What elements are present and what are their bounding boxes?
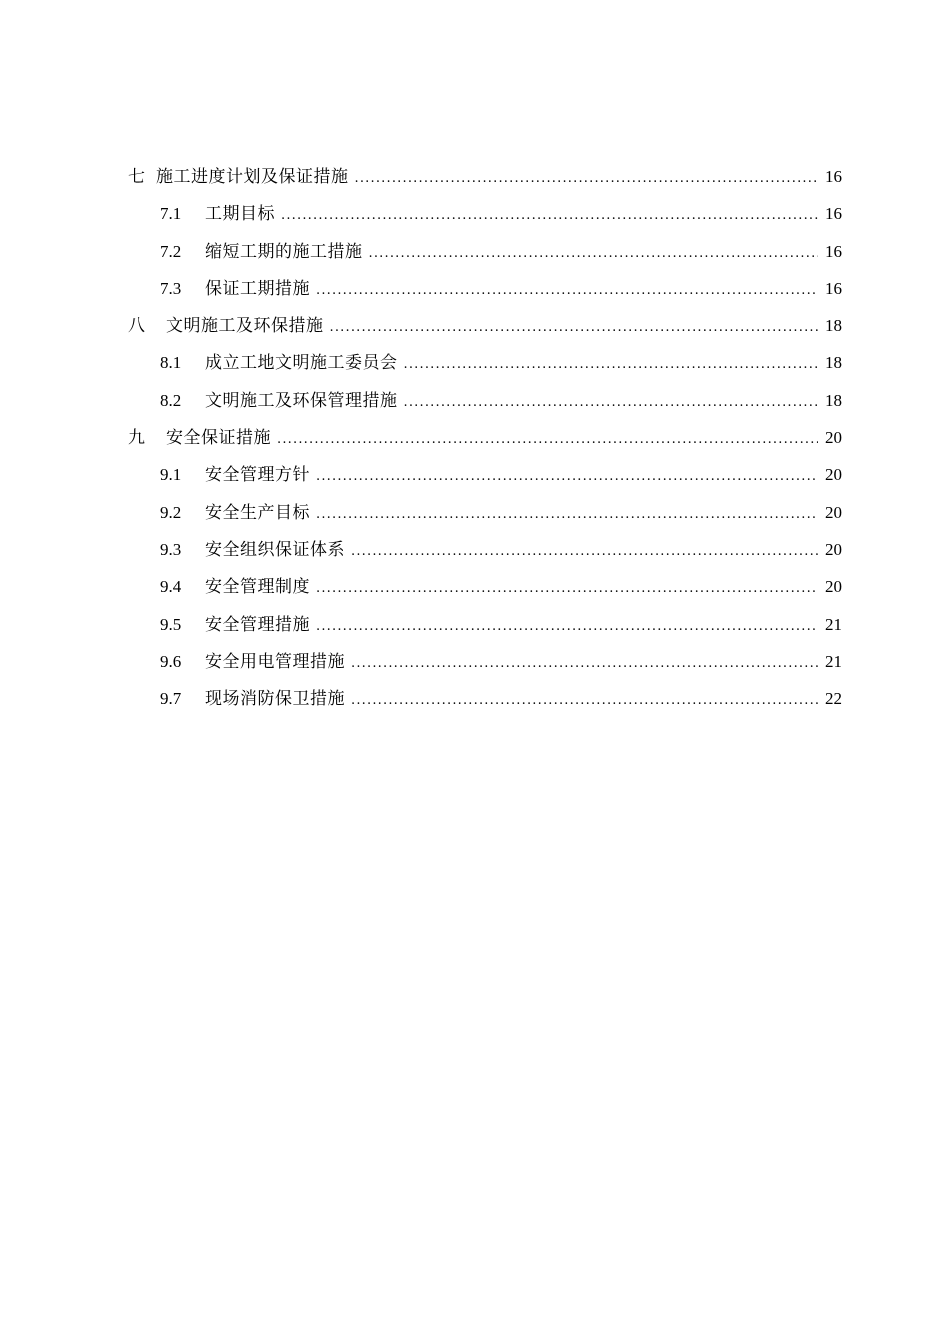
toc-entry-7-1[interactable]: [128, 195, 842, 232]
toc-dot-leader: [351, 645, 818, 682]
toc-entry-page: 18: [825, 390, 842, 410]
toc-entry-page: 20: [825, 428, 842, 448]
toc-entry-9[interactable]: [128, 419, 842, 456]
toc-entry-number: 9.6: [160, 651, 182, 671]
toc-dot-leader: [316, 496, 818, 533]
toc-dot-leader: [281, 197, 818, 234]
toc-entry-title: 施工进度计划及保证措施: [156, 167, 349, 187]
toc-dot-leader: [351, 682, 818, 719]
toc-entry-number: 9.7: [160, 689, 182, 709]
toc-entry-page: 18: [825, 316, 842, 336]
toc-entry-number: 8.1: [160, 353, 182, 373]
toc-dot-leader: [316, 570, 818, 607]
toc-entry-title: 安全保证措施: [166, 428, 271, 449]
toc-entry-title: 安全管理措施: [205, 614, 310, 635]
toc-entry-title: 成立工地文明施工委员会: [205, 353, 398, 374]
toc-entry-page: 16: [825, 278, 842, 298]
toc-entry-9-4[interactable]: [128, 568, 842, 605]
toc-entry-page: 18: [825, 353, 842, 373]
toc-entry-number: 9.2: [160, 502, 182, 522]
toc-entry-number: 九: [128, 428, 145, 448]
toc-entry-7-3[interactable]: [128, 270, 842, 307]
toc-entry-title: 文明施工及环保措施: [166, 316, 324, 337]
toc-entry-number: 9.3: [160, 539, 182, 559]
toc-entry-9-5[interactable]: [128, 606, 842, 643]
toc-dot-leader: [316, 608, 818, 645]
toc-dot-leader: [351, 533, 818, 570]
toc-entry-title: 安全管理制度: [205, 577, 310, 598]
toc-entry-8-2[interactable]: [128, 382, 842, 419]
toc-entry-page: 16: [825, 167, 842, 186]
toc-entry-number: 七: [128, 167, 145, 186]
toc-entry-number: 9.1: [160, 465, 182, 485]
toc-entry-page: 20: [825, 465, 842, 485]
toc-dot-leader: [355, 160, 819, 197]
toc-entry-9-6[interactable]: [128, 643, 842, 680]
toc-entry-title: 文明施工及环保管理措施: [205, 390, 398, 411]
toc-entry-number: 八: [128, 316, 145, 336]
toc-entry-title: 安全组织保证体系: [205, 539, 345, 560]
toc-entry-title: 安全生产目标: [205, 502, 310, 523]
toc-entry-number: 7.3: [160, 278, 182, 298]
toc-entry-title: 安全管理方针: [205, 465, 310, 486]
toc-entry-8-1[interactable]: [128, 344, 842, 381]
toc-entry-number: 9.5: [160, 614, 182, 634]
toc-entry-page: 20: [825, 539, 842, 559]
toc-dot-leader: [404, 384, 819, 421]
toc-entry-title: 工期目标: [205, 204, 275, 225]
toc-dot-leader: [277, 421, 818, 458]
toc-entry-9-3[interactable]: [128, 531, 842, 568]
toc-entry-title: 安全用电管理措施: [205, 651, 345, 672]
toc-entry-7-2[interactable]: [128, 233, 842, 270]
toc-entry-page: 16: [825, 204, 842, 224]
toc-entry-8[interactable]: [128, 307, 842, 344]
toc-entry-number: 9.4: [160, 577, 182, 597]
toc-entry-9-2[interactable]: [128, 494, 842, 531]
toc-entry-number: 7.1: [160, 204, 182, 224]
toc-dot-leader: [369, 235, 819, 272]
toc-entry-page: 21: [825, 651, 842, 671]
toc-dot-leader: [316, 458, 818, 495]
toc-entry-number: 8.2: [160, 390, 182, 410]
toc-entry-number: 7.2: [160, 241, 182, 261]
toc-entry-title: 现场消防保卫措施: [205, 689, 345, 710]
toc-dot-leader: [330, 309, 819, 346]
toc-entry-page: 20: [825, 577, 842, 597]
toc-dot-leader: [404, 346, 819, 383]
toc-entry-page: 22: [825, 689, 842, 709]
toc-entry-title: 保证工期措施: [205, 278, 310, 299]
toc-entry-page: 20: [825, 502, 842, 522]
table-of-contents: [128, 158, 842, 717]
toc-entry-title: 缩短工期的施工措施: [205, 241, 363, 262]
toc-entry-page: 16: [825, 241, 842, 261]
toc-entry-9-7[interactable]: [128, 680, 842, 717]
toc-entry-9-1[interactable]: [128, 456, 842, 493]
toc-entry-page: 21: [825, 614, 842, 634]
toc-dot-leader: [316, 272, 818, 309]
toc-entry-7[interactable]: [128, 158, 842, 195]
